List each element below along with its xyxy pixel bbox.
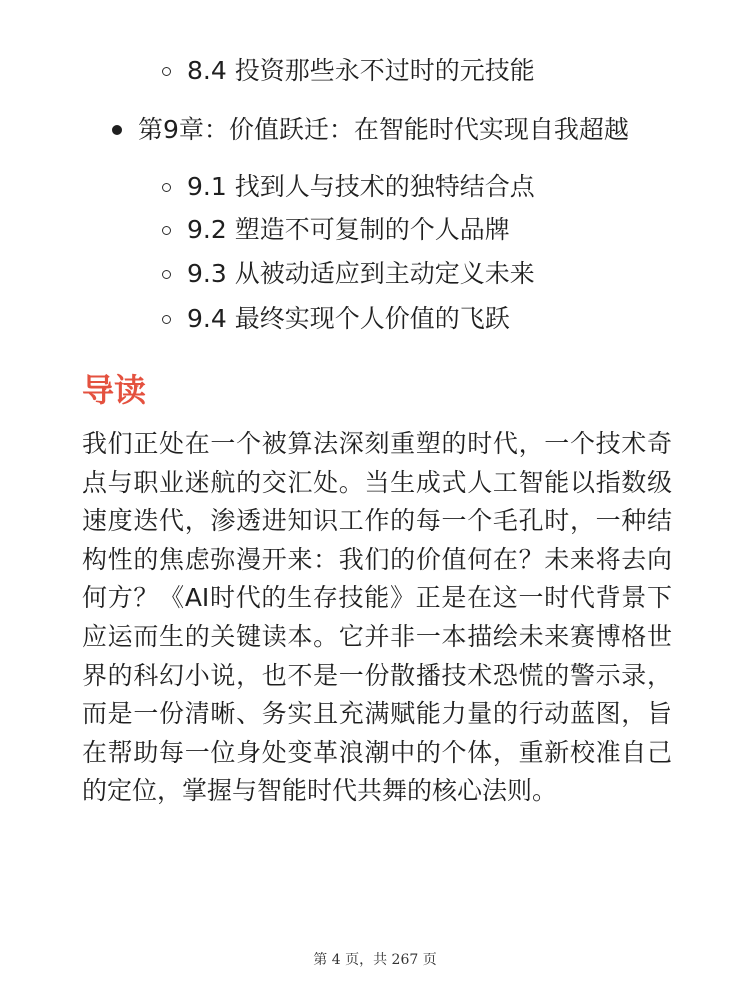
- toc-item-label: 9.4 最终实现个人价值的飞跃: [187, 304, 510, 333]
- toc-item-chapter-9[interactable]: [112, 112, 629, 148]
- hollow-bullet-icon: [162, 270, 171, 279]
- hollow-bullet-icon: [162, 226, 171, 235]
- toc-item-label: 第9章：价值跃迁：在智能时代实现自我超越: [138, 115, 629, 144]
- toc-item-8-4[interactable]: [162, 53, 535, 89]
- toc-item-label: 9.2 塑造不可复制的个人品牌: [187, 215, 510, 244]
- hollow-bullet-icon: [162, 67, 171, 76]
- toc-item-9-3[interactable]: [162, 256, 535, 292]
- toc-item-label: 8.4 投资那些永不过时的元技能: [187, 56, 535, 85]
- toc-item-label: 9.1 找到人与技术的独特结合点: [187, 172, 535, 201]
- hollow-bullet-icon: [162, 315, 171, 324]
- toc-item-9-2[interactable]: [162, 212, 510, 248]
- toc-item-label: 9.3 从被动适应到主动定义未来: [187, 259, 535, 288]
- solid-bullet-icon: [112, 125, 122, 135]
- toc-item-9-4[interactable]: [162, 301, 510, 337]
- toc-item-9-1[interactable]: [162, 169, 535, 205]
- section-heading: 导读: [82, 371, 147, 409]
- page-number-footer: 第 4 页，共 267 页: [313, 952, 437, 968]
- intro-paragraph: 我们正处在一个被算法深刻重塑的时代，一个技术奇点与职业迷航的交汇处。当生成式人工智能以指数级速度迭代，渗透进知识工作的每一个毛孔时，一种结构性的焦虑弥漫开来：我们的价值何在？未来将去向何方？《AI时代的生存技能》正是在这一时代背景下应运而生的关键读本。它并非一本描绘未来赛博格世界的科幻小说，也不是一份散播技术恐慌的警示录，而是一份清晰、务实且充满赋能力量的行动蓝图，旨在帮助每一位身处变革浪潮中的个体，重新校准自己的定位，掌握与智能时代共舞的核心法则。: [82, 429, 672, 806]
- hollow-bullet-icon: [162, 183, 171, 192]
